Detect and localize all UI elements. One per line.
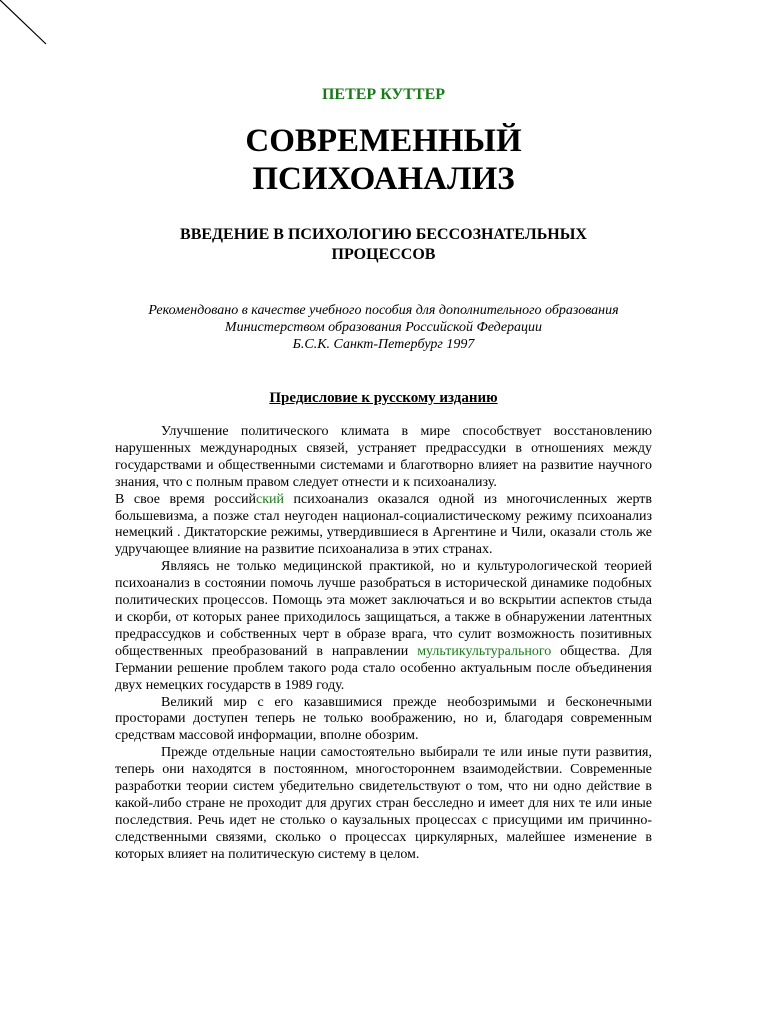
corner-fold-line (0, 0, 60, 60)
paragraph-3 (115, 559, 652, 694)
paragraph-2-link[interactable]: ский (255, 491, 284, 507)
book-subtitle-line-2: ПРОЦЕССОВ (331, 246, 436, 263)
document-page (115, 86, 652, 864)
book-title-line-1: СОВРЕМЕННЫЙ (245, 123, 522, 159)
paragraph-3-text-a: Являясь не только медицинской практикой, но и культурологической теорией психоанализ в состоянии помочь лучше разобраться в исторической динамике подобных политических процессов. Помощь эта может заключаться и во вскрытии аспектов стыда и скорби, от которых ранее приходилось защищаться, а также в обнаружении латентных предрассудков и собственных черт в образе врага, что сулит возможность позитивных общественных преобразований в направлении (115, 559, 652, 659)
preface-heading: Предисловие к русскому изданию (269, 390, 498, 406)
paragraph-5: Прежде отдельные нации самостоятельно выбирали те или иные пути развития, теперь они находятся в постоянном, многостороннем взаимодействии. Современные разработки теории систем убедительно свидетельствуют о том, что ни одно действие в какой-либо стране не проходит для других стран бесследно и имеет для них те или иные последствия. Речь идет не столько о каузальных процессах с присущими им причинно-следственными связями, сколько о процессах циркулярных, малейшее изменение в которых влияет на политическую систему в целом. (115, 745, 652, 862)
paragraph-2-text-a: В свое время россий (115, 491, 256, 507)
book-subtitle (115, 225, 652, 265)
paragraph-2 (115, 492, 652, 560)
recommendation-block (115, 302, 652, 353)
paragraph-2-text-b: психоанализ оказался одной из многочисленных жертв большевизма, а позже стал неугоден национал-социалистическому режиму психоанализ немецкий . Диктаторские режимы, утвердившиеся в Аргентине и Чили, оказали столь же удручающее влияние на развитие психоанализа в этих странах. (115, 491, 652, 558)
paragraph-1: Улучшение политического климата в мире способствует восстановлению нарушенных международных связей, устраняет предрассудки в отношениях между государствами и общественными системами и благотворно влияет на развитие научного знания, что с полным правом следует отнести и к психоанализу. (115, 424, 652, 490)
author-name: ПЕТЕР КУТТЕР (321, 86, 446, 103)
recommendation-line-1: Рекомендовано в качестве учебного пособия для дополнительного образования (148, 303, 619, 318)
book-subtitle-line-1: ВВЕДЕНИЕ В ПСИХОЛОГИЮ БЕССОЗНАТЕЛЬНЫХ (180, 226, 587, 243)
preface-body (115, 424, 652, 864)
book-title-line-2: ПСИХОАНАЛИЗ (252, 161, 515, 197)
paragraph-3-text-b: общества. Для Германии решение проблем такого рода стало особенно актуальным после объединения двух немецких государств в 1989 году. (115, 643, 652, 693)
book-title (115, 122, 652, 198)
recommendation-line-3: Б.С.К. Санкт-Петербург 1997 (292, 337, 475, 352)
recommendation-line-2: Министерством образования Российской Федерации (224, 320, 543, 335)
paragraph-3-link[interactable]: мультикультурального (417, 643, 552, 659)
paragraph-4: Великий мир с его казавшимися прежде необозримыми и бесконечными просторами доступен теперь не только воображению, но и, благодаря современным средствам массовой информации, вполне обозрим. (115, 694, 652, 744)
